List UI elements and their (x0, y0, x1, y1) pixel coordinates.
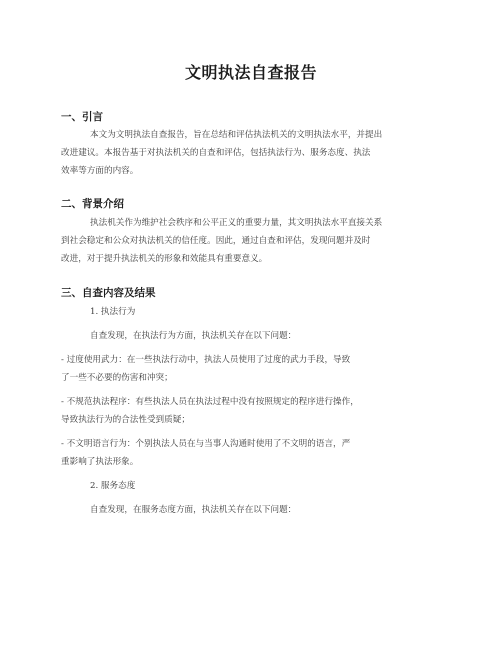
section-heading-self-inspection: 三、自查内容及结果 (61, 287, 156, 299)
document-title: 文明执法自查报告 (184, 63, 317, 82)
bullet-line: - 不规范执法程序：有些执法人员在执法过程中没有按照规定的程序进行操作， (61, 397, 359, 407)
paragraph-line: 到社会稳定和公众对执法机关的信任度。因此，通过自查和评估，发现问题并及时 (61, 236, 371, 246)
paragraph-line: 效率等方面的内容。 (61, 166, 139, 176)
paragraph-line: 自查发现，在服务态度方面，执法机关存在以下问题： (90, 505, 297, 515)
paragraph-line: 改进建议。本报告基于对执法机关的自查和评估，包括执法行为、服务态度、执法 (61, 148, 371, 158)
section-heading-background: 二、背景介绍 (61, 198, 124, 210)
paragraph-line: 执法机关作为维护社会秩序和公平正义的重要力量，其文明执法水平直接关系 (90, 218, 383, 228)
paragraph-line: 改进，对于提升执法机关的形象和效能具有重要意义。 (61, 254, 268, 264)
bullet-line: - 不文明语言行为：个别执法人员在与当事人沟通时使用了不文明的语言，严 (61, 439, 351, 449)
paragraph-line: 本文为文明执法自查报告，旨在总结和评估执法机关的文明执法水平，并提出 (90, 130, 383, 140)
subheading-service-attitude: 2. 服务态度 (90, 481, 136, 491)
subheading-enforcement-behavior: 1. 执法行为 (90, 307, 136, 317)
bullet-line: 导致执法行为的合法性受到质疑； (61, 415, 190, 425)
bullet-line: 了一些不必要的伤害和冲突； (61, 373, 173, 383)
bullet-line: 重影响了执法形象。 (61, 457, 139, 467)
bullet-line: - 过度使用武力：在一些执法行动中，执法人员使用了过度的武力手段，导致 (61, 355, 351, 365)
paragraph-line: 自查发现，在执法行为方面，执法机关存在以下问题： (90, 331, 297, 341)
section-heading-introduction: 一、引言 (61, 111, 103, 123)
